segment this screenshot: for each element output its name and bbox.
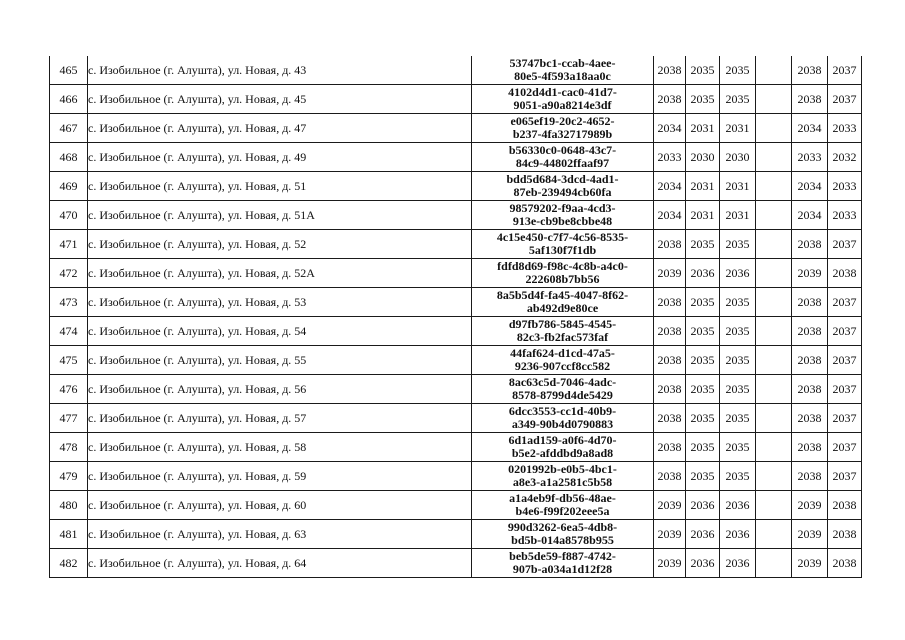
- year-cell-5: 2038: [792, 56, 828, 85]
- year-cell-1: 2038: [654, 85, 686, 114]
- year-cell-5: 2038: [792, 462, 828, 491]
- year-cell-2: 2035: [686, 462, 720, 491]
- building-id-part1: 98579202-f9aa-4cd3-: [509, 201, 616, 215]
- building-id-cell: [472, 114, 654, 143]
- year-cell-4: [756, 114, 792, 143]
- building-id-cell: [472, 404, 654, 433]
- table-row: [50, 491, 862, 520]
- year-cell-6: 2032: [828, 143, 862, 172]
- address-cell: с. Изобильное (г. Алушта), ул. Новая, д. 58: [88, 433, 472, 462]
- year-cell-1: 2038: [654, 433, 686, 462]
- year-cell-6: 2037: [828, 346, 862, 375]
- row-number-cell: 467: [50, 114, 88, 143]
- building-id-part1: b56330c0-0648-43c7-: [508, 143, 617, 157]
- year-cell-5: 2034: [792, 114, 828, 143]
- building-id-part1: 990d3262-6ea5-4db8-: [507, 520, 618, 534]
- year-cell-4: [756, 520, 792, 549]
- row-number-cell: 471: [50, 230, 88, 259]
- building-id-part1: a1a4eb9f-db56-48ae-: [509, 491, 616, 505]
- address-cell: с. Изобильное (г. Алушта), ул. Новая, д. 55: [88, 346, 472, 375]
- building-id-cell: [472, 462, 654, 491]
- year-cell-6: 2037: [828, 288, 862, 317]
- year-cell-6: 2037: [828, 230, 862, 259]
- row-number-cell: 470: [50, 201, 88, 230]
- year-cell-1: 2039: [654, 520, 686, 549]
- year-cell-3: 2035: [720, 433, 756, 462]
- year-cell-6: 2038: [828, 259, 862, 288]
- year-cell-4: [756, 259, 792, 288]
- building-id-cell: [472, 85, 654, 114]
- building-id-part2: 907b-a034a1d12f28: [512, 562, 613, 576]
- building-id-part2: 80e5-4f593a18aa0c: [514, 69, 611, 83]
- building-id-part2: bd5b-014a8578b955: [511, 533, 614, 547]
- year-cell-5: 2039: [792, 491, 828, 520]
- address-cell: с. Изобильное (г. Алушта), ул. Новая, д. 51А: [88, 201, 472, 230]
- table-row: [50, 549, 862, 578]
- year-cell-6: 2037: [828, 317, 862, 346]
- building-id-part1: 4102d4d1-cac0-41d7-: [508, 85, 617, 99]
- year-cell-3: 2036: [720, 520, 756, 549]
- year-cell-3: 2035: [720, 404, 756, 433]
- building-id-cell: [472, 346, 654, 375]
- building-id-cell: [472, 56, 654, 85]
- row-number-cell: 474: [50, 317, 88, 346]
- building-id-part1: 8a5b5d4f-fa45-4047-8f62-: [496, 288, 629, 302]
- year-cell-4: [756, 288, 792, 317]
- building-id-part1: 4c15e450-c7f7-4c56-8535-: [496, 230, 629, 244]
- year-cell-3: 2035: [720, 85, 756, 114]
- year-cell-2: 2036: [686, 549, 720, 578]
- table-row: [50, 201, 862, 230]
- building-id-cell: [472, 201, 654, 230]
- year-cell-1: 2038: [654, 375, 686, 404]
- address-cell: с. Изобильное (г. Алушта), ул. Новая, д. 52А: [88, 259, 472, 288]
- building-id-part1: 6dcc3553-cc1d-40b9-: [508, 404, 617, 418]
- table-row: [50, 346, 862, 375]
- year-cell-1: 2039: [654, 549, 686, 578]
- building-id-part1: 8ac63c5d-7046-4adc-: [508, 375, 617, 389]
- table-row: [50, 230, 862, 259]
- table-row: [50, 259, 862, 288]
- building-id-cell: [472, 143, 654, 172]
- table-row: [50, 433, 862, 462]
- address-cell: с. Изобильное (г. Алушта), ул. Новая, д. 60: [88, 491, 472, 520]
- row-number-cell: 472: [50, 259, 88, 288]
- year-cell-4: [756, 433, 792, 462]
- year-cell-4: [756, 404, 792, 433]
- building-id-part2: b5e2-afddbd9a8ad8: [511, 446, 614, 460]
- row-number-cell: 476: [50, 375, 88, 404]
- year-cell-6: 2038: [828, 520, 862, 549]
- address-cell: с. Изобильное (г. Алушта), ул. Новая, д. 45: [88, 85, 472, 114]
- year-cell-2: 2036: [686, 491, 720, 520]
- year-cell-6: 2037: [828, 85, 862, 114]
- year-cell-5: 2038: [792, 288, 828, 317]
- table-row: [50, 375, 862, 404]
- year-cell-5: 2038: [792, 375, 828, 404]
- year-cell-3: 2035: [720, 317, 756, 346]
- year-cell-3: 2036: [720, 259, 756, 288]
- address-cell: с. Изобильное (г. Алушта), ул. Новая, д. 54: [88, 317, 472, 346]
- buildings-registry-table: [49, 56, 862, 578]
- row-number-cell: 466: [50, 85, 88, 114]
- row-number-cell: 477: [50, 404, 88, 433]
- building-id-part2: a8e3-a1a2581c5b58: [512, 475, 613, 489]
- table-row: [50, 143, 862, 172]
- year-cell-3: 2036: [720, 491, 756, 520]
- year-cell-2: 2035: [686, 404, 720, 433]
- year-cell-1: 2034: [654, 201, 686, 230]
- year-cell-1: 2038: [654, 56, 686, 85]
- year-cell-5: 2038: [792, 346, 828, 375]
- year-cell-4: [756, 143, 792, 172]
- year-cell-4: [756, 172, 792, 201]
- year-cell-6: 2038: [828, 549, 862, 578]
- table-row: [50, 85, 862, 114]
- year-cell-6: 2033: [828, 172, 862, 201]
- row-number-cell: 482: [50, 549, 88, 578]
- year-cell-3: 2035: [720, 346, 756, 375]
- table-row: [50, 56, 862, 85]
- year-cell-4: [756, 491, 792, 520]
- year-cell-3: 2035: [720, 56, 756, 85]
- building-id-part2: 222608b7bb56: [525, 272, 600, 286]
- address-cell: с. Изобильное (г. Алушта), ул. Новая, д. 52: [88, 230, 472, 259]
- year-cell-2: 2035: [686, 317, 720, 346]
- year-cell-5: 2039: [792, 549, 828, 578]
- building-id-part1: bdd5d684-3dcd-4ad1-: [506, 172, 619, 186]
- address-cell: с. Изобильное (г. Алушта), ул. Новая, д. 64: [88, 549, 472, 578]
- building-id-cell: [472, 259, 654, 288]
- address-cell: с. Изобильное (г. Алушта), ул. Новая, д. 57: [88, 404, 472, 433]
- year-cell-1: 2039: [654, 491, 686, 520]
- building-id-part1: beb5de59-f887-4742-: [509, 549, 616, 563]
- year-cell-1: 2033: [654, 143, 686, 172]
- year-cell-2: 2035: [686, 85, 720, 114]
- row-number-cell: 469: [50, 172, 88, 201]
- building-id-cell: [472, 549, 654, 578]
- table-row: [50, 172, 862, 201]
- year-cell-2: 2036: [686, 259, 720, 288]
- table-body: [50, 56, 862, 578]
- building-id-part1: 0201992b-e0b5-4bc1-: [508, 462, 617, 476]
- year-cell-3: 2035: [720, 375, 756, 404]
- year-cell-6: 2037: [828, 462, 862, 491]
- row-number-cell: 475: [50, 346, 88, 375]
- row-number-cell: 468: [50, 143, 88, 172]
- year-cell-6: 2037: [828, 56, 862, 85]
- year-cell-6: 2033: [828, 114, 862, 143]
- building-id-part2: b4e6-f99f202eee5a: [515, 504, 610, 518]
- building-id-part2: 87eb-239494cb60fa: [513, 185, 612, 199]
- year-cell-5: 2038: [792, 85, 828, 114]
- row-number-cell: 465: [50, 56, 88, 85]
- address-cell: с. Изобильное (г. Алушта), ул. Новая, д. 59: [88, 462, 472, 491]
- year-cell-5: 2033: [792, 143, 828, 172]
- year-cell-4: [756, 549, 792, 578]
- table-row: [50, 288, 862, 317]
- year-cell-1: 2038: [654, 317, 686, 346]
- building-id-part1: 44faf624-d1cd-47a5-: [510, 346, 615, 360]
- year-cell-5: 2039: [792, 520, 828, 549]
- row-number-cell: 473: [50, 288, 88, 317]
- address-cell: с. Изобильное (г. Алушта), ул. Новая, д. 51: [88, 172, 472, 201]
- building-id-part1: fdfd8d69-f98c-4c8b-a4c0-: [497, 259, 628, 273]
- year-cell-5: 2034: [792, 172, 828, 201]
- building-id-part1: d97fb786-5845-4545-: [508, 317, 617, 331]
- year-cell-1: 2038: [654, 462, 686, 491]
- address-cell: с. Изобильное (г. Алушта), ул. Новая, д. 49: [88, 143, 472, 172]
- year-cell-5: 2038: [792, 433, 828, 462]
- year-cell-4: [756, 230, 792, 259]
- year-cell-5: 2038: [792, 230, 828, 259]
- year-cell-1: 2038: [654, 404, 686, 433]
- year-cell-1: 2034: [654, 114, 686, 143]
- building-id-part1: e065ef19-20c2-4652-: [510, 114, 615, 128]
- year-cell-4: [756, 462, 792, 491]
- year-cell-3: 2035: [720, 288, 756, 317]
- year-cell-2: 2035: [686, 56, 720, 85]
- table-row: [50, 317, 862, 346]
- year-cell-2: 2031: [686, 172, 720, 201]
- building-id-part2: a349-90b4d0790883: [511, 417, 614, 431]
- year-cell-2: 2031: [686, 114, 720, 143]
- year-cell-5: 2034: [792, 201, 828, 230]
- building-id-part2: 9051-a90a8214e3df: [513, 98, 612, 112]
- year-cell-2: 2035: [686, 346, 720, 375]
- building-id-cell: [472, 288, 654, 317]
- address-cell: с. Изобильное (г. Алушта), ул. Новая, д. 63: [88, 520, 472, 549]
- year-cell-2: 2031: [686, 201, 720, 230]
- year-cell-4: [756, 375, 792, 404]
- building-id-part1: 6d1ad159-a0f6-4d70-: [508, 433, 617, 447]
- building-id-cell: [472, 375, 654, 404]
- row-number-cell: 478: [50, 433, 88, 462]
- table-row: [50, 404, 862, 433]
- building-id-cell: [472, 172, 654, 201]
- building-id-part2: 913e-cb9be8cbbe48: [512, 214, 613, 228]
- building-id-part2: 9236-907ccf8cc582: [514, 359, 611, 373]
- year-cell-2: 2035: [686, 433, 720, 462]
- address-cell: с. Изобильное (г. Алушта), ул. Новая, д. 56: [88, 375, 472, 404]
- year-cell-4: [756, 317, 792, 346]
- year-cell-2: 2035: [686, 288, 720, 317]
- year-cell-3: 2035: [720, 230, 756, 259]
- year-cell-1: 2034: [654, 172, 686, 201]
- table-row: [50, 520, 862, 549]
- address-cell: с. Изобильное (г. Алушта), ул. Новая, д. 53: [88, 288, 472, 317]
- building-id-part2: b237-4fa32717989b: [512, 127, 613, 141]
- year-cell-3: 2031: [720, 201, 756, 230]
- row-number-cell: 480: [50, 491, 88, 520]
- table-row: [50, 462, 862, 491]
- building-id-cell: [472, 433, 654, 462]
- year-cell-2: 2036: [686, 520, 720, 549]
- table-row: [50, 114, 862, 143]
- year-cell-5: 2038: [792, 317, 828, 346]
- building-id-part2: 8578-8799d4de5429: [512, 388, 613, 402]
- year-cell-1: 2038: [654, 346, 686, 375]
- year-cell-6: 2038: [828, 491, 862, 520]
- year-cell-4: [756, 85, 792, 114]
- year-cell-6: 2037: [828, 375, 862, 404]
- year-cell-1: 2038: [654, 288, 686, 317]
- year-cell-3: 2036: [720, 549, 756, 578]
- year-cell-2: 2035: [686, 230, 720, 259]
- building-id-part2: 5af130f7f1db: [528, 243, 597, 257]
- year-cell-6: 2037: [828, 404, 862, 433]
- building-id-cell: [472, 230, 654, 259]
- year-cell-6: 2037: [828, 433, 862, 462]
- year-cell-4: [756, 201, 792, 230]
- address-cell: с. Изобильное (г. Алушта), ул. Новая, д. 47: [88, 114, 472, 143]
- building-id-part2: 84c9-44802ffaaf97: [515, 156, 610, 170]
- building-id-cell: [472, 317, 654, 346]
- year-cell-5: 2038: [792, 404, 828, 433]
- year-cell-2: 2030: [686, 143, 720, 172]
- building-id-part2: 82c3-fb2fac573faf: [516, 330, 609, 344]
- year-cell-5: 2039: [792, 259, 828, 288]
- year-cell-3: 2030: [720, 143, 756, 172]
- building-id-part2: ab492d9e80ce: [526, 301, 599, 315]
- row-number-cell: 479: [50, 462, 88, 491]
- year-cell-6: 2033: [828, 201, 862, 230]
- year-cell-1: 2039: [654, 259, 686, 288]
- year-cell-4: [756, 346, 792, 375]
- building-id-cell: [472, 491, 654, 520]
- year-cell-3: 2031: [720, 172, 756, 201]
- address-cell: с. Изобильное (г. Алушта), ул. Новая, д. 43: [88, 56, 472, 85]
- row-number-cell: 481: [50, 520, 88, 549]
- year-cell-2: 2035: [686, 375, 720, 404]
- building-id-cell: [472, 520, 654, 549]
- year-cell-3: 2031: [720, 114, 756, 143]
- year-cell-4: [756, 56, 792, 85]
- year-cell-1: 2038: [654, 230, 686, 259]
- building-id-part1: 53747bc1-ccab-4aee-: [509, 56, 616, 70]
- year-cell-3: 2035: [720, 462, 756, 491]
